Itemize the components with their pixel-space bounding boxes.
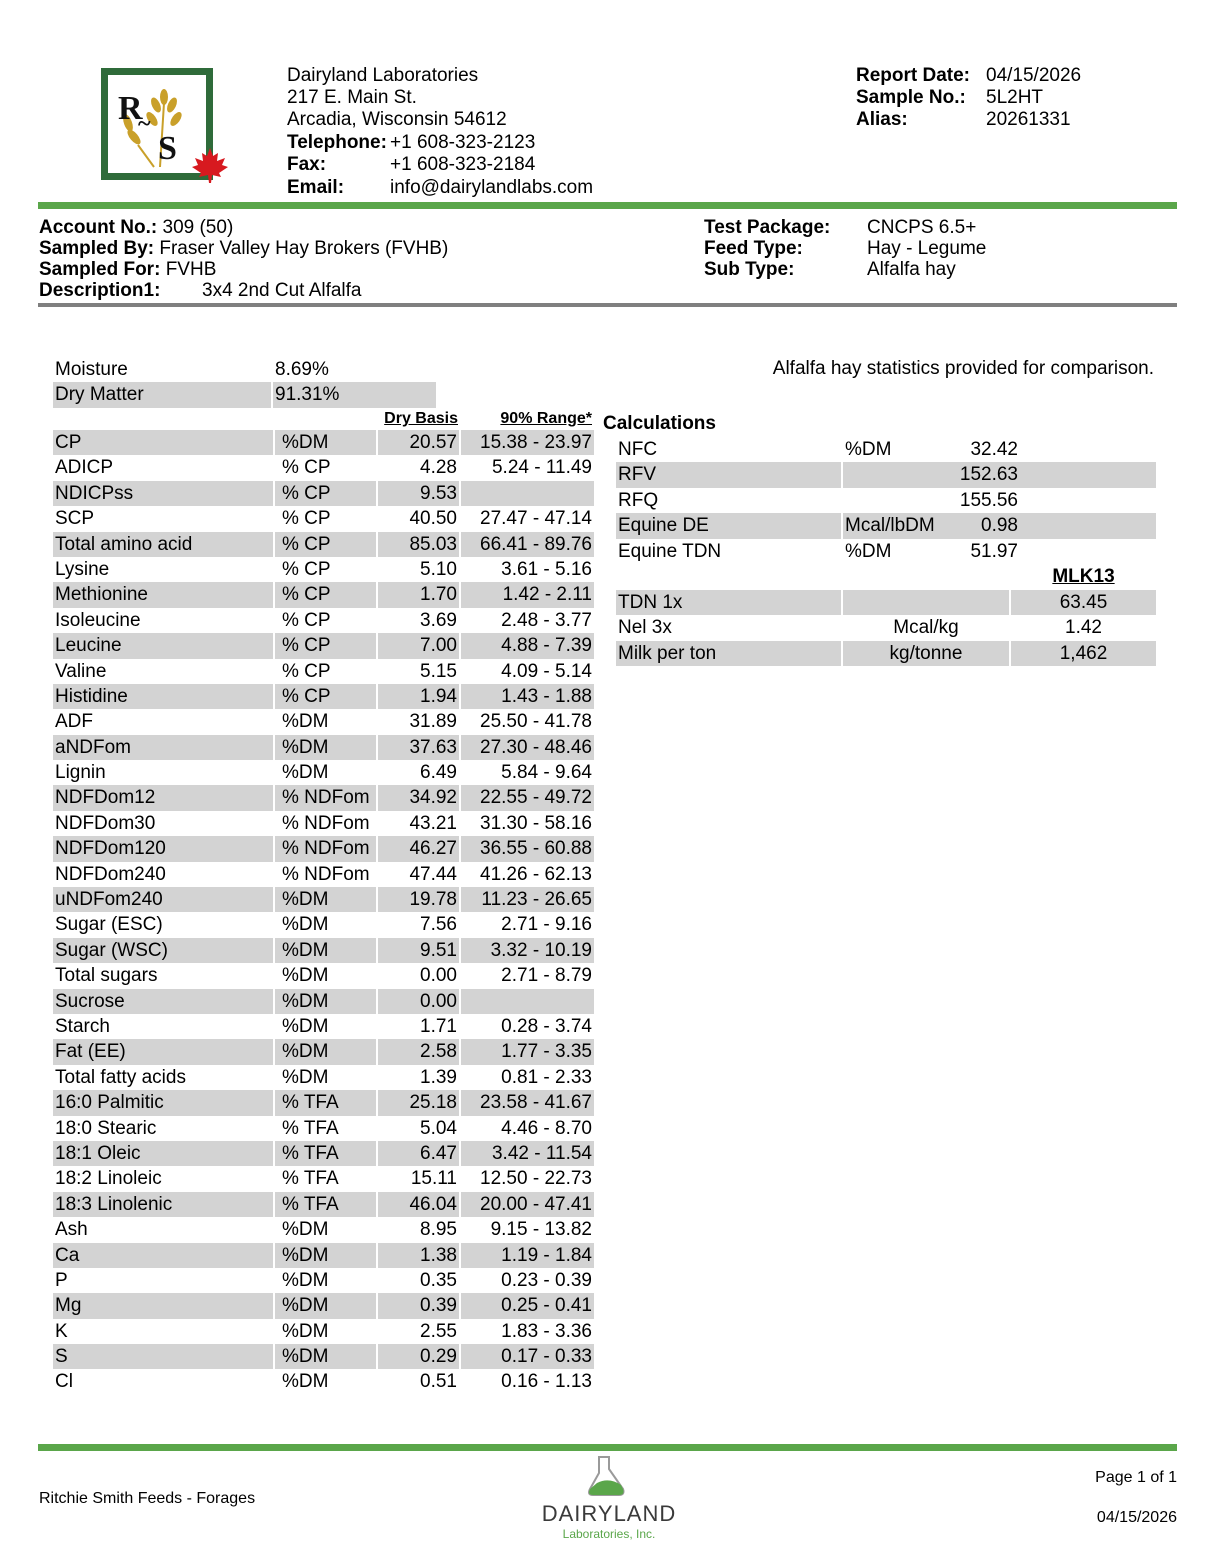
- nutrient-value: 0.00: [420, 990, 457, 1012]
- nutrient-unit: % TFA: [282, 1168, 339, 1190]
- nutrient-unit: %DM: [282, 1320, 329, 1342]
- account-info: [39, 217, 448, 301]
- telephone-label: Telephone:: [287, 132, 387, 153]
- calc-name: RFQ: [618, 489, 659, 511]
- nutrient-name: Sugar (WSC): [55, 939, 168, 961]
- nutrient-name: 16:0 Palmitic: [55, 1092, 164, 1114]
- alias-label: Alias:: [856, 109, 908, 130]
- calculations-table: [616, 437, 1156, 564]
- nutrient-row: [53, 684, 594, 709]
- mlk-row: [616, 615, 1156, 640]
- nutrient-unit: %DM: [282, 736, 329, 758]
- mlk-name: Nel 3x: [618, 617, 672, 639]
- nutrient-range: 15.38 - 23.97: [480, 432, 592, 453]
- nutrient-unit: % NDFom: [282, 787, 370, 809]
- nutrient-row: [53, 938, 594, 963]
- nutrient-value: 5.04: [420, 1117, 457, 1139]
- nutrient-range: 23.58 - 41.67: [480, 1092, 592, 1114]
- lab-telephone: [287, 132, 535, 154]
- nutrient-range: 41.26 - 62.13: [480, 863, 592, 885]
- nutrient-value: 46.04: [409, 1193, 457, 1215]
- nutrient-unit: %DM: [282, 1066, 329, 1088]
- nutrient-unit: % CP: [282, 660, 331, 682]
- nutrient-value: 7.00: [420, 635, 457, 657]
- nutrient-name: Fat (EE): [55, 1041, 126, 1063]
- nutrient-row: [53, 582, 594, 607]
- nutrient-value: 5.15: [420, 660, 457, 682]
- nutrient-range: 0.81 - 2.33: [501, 1066, 592, 1088]
- calc-name: RFV: [618, 464, 656, 486]
- nutrient-unit: % CP: [282, 635, 331, 657]
- nutrient-row: [53, 735, 594, 760]
- nutrient-row: [53, 608, 594, 633]
- nutrient-row: [53, 1116, 594, 1141]
- email-value: info@dairylandlabs.com: [390, 177, 594, 198]
- nutrient-range: 5.84 - 9.64: [501, 762, 592, 784]
- nutrient-name: CP: [55, 432, 82, 453]
- calculation-row: [616, 437, 1156, 462]
- description-row: [39, 280, 448, 301]
- sub-type-row: [704, 259, 986, 280]
- nutrient-row: [53, 1268, 594, 1293]
- nutrient-unit: % CP: [282, 685, 331, 707]
- nutrient-unit: % CP: [282, 482, 331, 504]
- calc-unit: %DM: [845, 540, 892, 562]
- nutrient-value: 31.89: [409, 711, 457, 733]
- nutrient-unit: %DM: [282, 1244, 329, 1266]
- nutrient-value: 7.56: [420, 914, 457, 936]
- nutrient-range: 5.24 - 11.49: [491, 457, 592, 479]
- nutrient-row: [53, 1065, 594, 1090]
- description: 3x4 2nd Cut Alfalfa: [202, 280, 362, 301]
- nutrient-row: [53, 481, 594, 506]
- mlk-name: TDN 1x: [618, 592, 683, 613]
- nutrient-range: 27.30 - 48.46: [480, 736, 592, 758]
- nutrient-unit: % TFA: [282, 1117, 339, 1139]
- nutrient-range: 0.25 - 0.41: [501, 1295, 592, 1317]
- nutrient-unit: %DM: [282, 1269, 329, 1291]
- nutrient-range: 11.23 - 26.65: [481, 889, 592, 911]
- sampled-by-row: [39, 238, 448, 259]
- nutrient-unit: % TFA: [282, 1193, 339, 1215]
- nutrient-value: 37.63: [409, 736, 457, 758]
- nutrient-value: 0.35: [420, 1269, 457, 1291]
- nutrient-row: [53, 1014, 594, 1039]
- fax-value: +1 608-323-2184: [390, 154, 536, 175]
- nutrient-row: [53, 1192, 594, 1217]
- nutrient-row: [53, 659, 594, 684]
- nutrient-value: 9.53: [420, 482, 457, 504]
- nutrient-value: 43.21: [409, 812, 457, 834]
- nutrient-range: 2.71 - 8.79: [501, 965, 592, 987]
- nutrient-name: Total amino acid: [55, 533, 193, 555]
- moisture-table: [53, 357, 436, 408]
- nutrient-name: Total sugars: [55, 965, 158, 987]
- nutrient-value: 0.51: [420, 1371, 457, 1393]
- nutrient-unit: %DM: [282, 889, 329, 911]
- nutrient-range: 31.30 - 58.16: [480, 812, 592, 834]
- nutrient-row: [53, 836, 594, 861]
- nutrient-name: K: [55, 1320, 68, 1342]
- nutrient-name: 18:2 Linoleic: [55, 1168, 162, 1190]
- nutrient-name: SCP: [55, 508, 95, 530]
- nutrient-name: 18:1 Oleic: [55, 1142, 141, 1164]
- nutrient-value: 1.71: [420, 1015, 457, 1037]
- nutrient-name: 18:0 Stearic: [55, 1117, 157, 1139]
- nutrient-row: [53, 1039, 594, 1064]
- email-label: Email:: [287, 177, 345, 198]
- maple-leaf-icon: [190, 146, 230, 184]
- nutrient-row: [53, 532, 594, 557]
- nutrient-row: [53, 455, 594, 480]
- nutrient-name: Lysine: [55, 558, 110, 580]
- nutrient-range: 4.09 - 5.14: [501, 660, 592, 682]
- nutrient-range: 0.28 - 3.74: [501, 1015, 592, 1037]
- fax-label: Fax:: [287, 154, 327, 175]
- nutrient-range: 0.16 - 1.13: [501, 1371, 592, 1393]
- nutrient-range: 1.43 - 1.88: [501, 685, 592, 707]
- nutrient-value: 0.39: [420, 1295, 457, 1317]
- nutrient-range: 3.42 - 11.54: [491, 1142, 592, 1164]
- nutrient-value: 6.47: [420, 1142, 457, 1164]
- nutrient-value: 1.38: [420, 1244, 457, 1266]
- nutrient-range: 0.17 - 0.33: [501, 1346, 592, 1368]
- sampled-for-label: Sampled For:: [39, 259, 161, 280]
- nutrient-name: NDFDom12: [55, 787, 156, 809]
- test-package-label: Test Package:: [704, 217, 831, 238]
- nutrient-row: [53, 1344, 594, 1369]
- calc-value: 152.63: [959, 464, 1018, 486]
- sampled-by: Fraser Valley Hay Brokers (FVHB): [159, 238, 449, 259]
- nutrient-name: Sucrose: [55, 990, 125, 1012]
- nutrient-value: 8.95: [420, 1219, 457, 1241]
- mlk-value: 1,462: [1059, 642, 1108, 664]
- nutrient-range: 4.46 - 8.70: [501, 1117, 592, 1139]
- calculations-title: Calculations: [603, 413, 716, 434]
- nutrient-name: Mg: [55, 1295, 82, 1317]
- nutrient-range: 1.42 - 2.11: [502, 584, 592, 606]
- nutrient-row: [53, 760, 594, 785]
- nutrient-range: 3.32 - 10.19: [490, 939, 592, 961]
- nutrient-range: 20.00 - 47.41: [480, 1193, 592, 1215]
- nutrient-name: Valine: [55, 660, 107, 682]
- nutrient-table: [53, 430, 594, 1395]
- lab-name: Dairyland Laboratories: [287, 65, 479, 86]
- nutrient-unit: % CP: [282, 609, 331, 631]
- footer-brand-sub: Laboratories, Inc.: [562, 1527, 656, 1541]
- nutrient-name: ADF: [55, 711, 93, 733]
- description-label: Description1:: [39, 280, 161, 301]
- nutrient-name: Ca: [55, 1244, 80, 1266]
- nutrient-name: Total fatty acids: [55, 1066, 186, 1088]
- nutrient-value: 34.92: [409, 787, 457, 809]
- account-row: [39, 217, 448, 238]
- nutrient-value: 0.00: [420, 965, 457, 987]
- mlk13-header: MLK13: [1052, 566, 1115, 587]
- nutrient-row: [53, 709, 594, 734]
- nutrient-unit: %DM: [282, 1346, 329, 1368]
- nutrient-range: 66.41 - 89.76: [480, 533, 592, 555]
- sampled-for: FVHB: [165, 259, 217, 280]
- nutrient-row: [53, 1369, 594, 1394]
- nutrient-name: P: [55, 1269, 68, 1291]
- nutrient-range: 1.19 - 1.84: [501, 1244, 592, 1266]
- range-header: 90% Range*: [500, 410, 592, 427]
- nutrient-name: NDFDom240: [55, 863, 166, 885]
- nutrient-unit: % NDFom: [282, 863, 370, 885]
- report-date: 04/15/2026: [986, 65, 1082, 86]
- mlk-value: 1.42: [1065, 617, 1102, 639]
- stats-note: Alfalfa hay statistics provided for comparison.: [772, 358, 1154, 379]
- nutrient-name: Sugar (ESC): [55, 914, 163, 936]
- moisture-value: 8.69%: [275, 359, 329, 380]
- nutrient-range: 22.55 - 49.72: [480, 787, 592, 809]
- nutrient-unit: %DM: [282, 762, 329, 784]
- mlk-value: 63.45: [1059, 592, 1108, 613]
- nutrient-unit: %DM: [282, 1015, 329, 1037]
- mlk13-table: [616, 590, 1156, 666]
- nutrient-name: Starch: [55, 1015, 110, 1037]
- package-info: [704, 217, 986, 280]
- nutrient-range: 4.88 - 7.39: [501, 635, 592, 657]
- nutrient-row: [53, 912, 594, 937]
- nutrient-unit: %DM: [282, 914, 329, 936]
- nutrient-value: 9.51: [420, 939, 457, 961]
- lab-street: 217 E. Main St.: [287, 87, 417, 108]
- feed-type-label: Feed Type:: [704, 238, 803, 259]
- calc-value: 32.42: [970, 439, 1018, 460]
- nutrient-value: 6.49: [420, 762, 457, 784]
- sample-no-row: [856, 87, 1081, 109]
- calc-name: Equine DE: [618, 515, 709, 537]
- nutrient-value: 20.57: [409, 432, 457, 453]
- nutrient-unit: %DM: [282, 965, 329, 987]
- nutrient-value: 1.94: [420, 685, 457, 707]
- footer-divider: [38, 1444, 1177, 1451]
- nutrient-value: 15.11: [410, 1168, 457, 1190]
- nutrient-name: S: [55, 1346, 68, 1368]
- nutrient-row: [53, 1217, 594, 1242]
- nutrient-unit: %DM: [282, 939, 329, 961]
- account-label: Account No.:: [39, 217, 158, 238]
- nutrient-range: 1.83 - 3.36: [501, 1320, 592, 1342]
- dry-matter-label: Dry Matter: [55, 384, 144, 406]
- lab-city: Arcadia, Wisconsin 54612: [287, 109, 507, 130]
- svg-text:S: S: [158, 130, 177, 167]
- nutrient-range: 25.50 - 41.78: [480, 711, 592, 733]
- footer-brand: DAIRYLAND: [541, 1501, 677, 1526]
- telephone-value: +1 608-323-2123: [390, 132, 536, 153]
- nutrient-unit: %DM: [282, 432, 329, 453]
- footer-date: 04/15/2026: [1096, 1509, 1177, 1526]
- logo-letters: R: [118, 90, 143, 127]
- nutrient-row: [53, 887, 594, 912]
- nutrient-value: 3.69: [420, 609, 457, 631]
- nutrient-range: 27.47 - 47.14: [480, 508, 592, 530]
- nutrient-unit: %DM: [282, 1219, 329, 1241]
- nutrient-row: [53, 1293, 594, 1318]
- calc-name: NFC: [618, 439, 658, 460]
- calc-unit: Mcal/lbDM: [845, 515, 935, 537]
- lab-fax: [287, 154, 535, 176]
- feed-type: Hay - Legume: [867, 238, 987, 259]
- feed-type-row: [704, 238, 986, 259]
- nutrient-name: Histidine: [55, 685, 128, 707]
- nutrient-row: [53, 506, 594, 531]
- nutrient-name: uNDFom240: [55, 889, 163, 911]
- nutrient-range: 0.23 - 0.39: [501, 1269, 592, 1291]
- nutrient-row: [53, 811, 594, 836]
- calc-value: 0.98: [981, 515, 1018, 537]
- nutrient-unit: % CP: [282, 558, 331, 580]
- mlk-row: [616, 590, 1156, 615]
- nutrient-name: Lignin: [55, 762, 106, 784]
- nutrient-name: NDICPss: [55, 482, 134, 504]
- sampled-by-label: Sampled By:: [39, 238, 155, 259]
- calculation-row: [616, 539, 1156, 564]
- nutrient-name: ADICP: [55, 457, 114, 479]
- account-no: 309 (50): [162, 217, 234, 238]
- nutrient-name: NDFDom30: [55, 812, 156, 834]
- nutrient-unit: %DM: [282, 1041, 329, 1063]
- nutrient-row: [53, 1141, 594, 1166]
- nutrient-unit: % CP: [282, 584, 331, 606]
- nutrient-row: [53, 633, 594, 658]
- sample-no-label: Sample No.:: [856, 87, 966, 108]
- account-divider: [38, 303, 1177, 307]
- nutrient-name: Cl: [55, 1371, 73, 1393]
- lab-email: [287, 177, 593, 199]
- moisture-row: [53, 357, 436, 382]
- nutrient-value: 2.58: [420, 1041, 457, 1063]
- nutrient-row: [53, 557, 594, 582]
- nutrient-unit: %DM: [282, 1295, 329, 1317]
- nutrient-unit: % TFA: [282, 1142, 339, 1164]
- svg-text:~: ~: [138, 111, 151, 137]
- calc-unit: %DM: [845, 439, 892, 460]
- sampled-for-row: [39, 259, 448, 280]
- nutrient-range: 3.61 - 5.16: [501, 558, 592, 580]
- nutrient-value: 40.50: [409, 508, 457, 530]
- sub-type: Alfalfa hay: [867, 259, 956, 280]
- nutrient-value: 0.29: [420, 1346, 457, 1368]
- nutrient-value: 47.44: [409, 863, 457, 885]
- nutrient-unit: % CP: [282, 457, 331, 479]
- report-date-label: Report Date:: [856, 65, 971, 86]
- report-date-row: [856, 65, 1081, 87]
- nutrient-unit: % NDFom: [282, 838, 370, 860]
- nutrient-value: 5.10: [420, 558, 457, 580]
- nutrient-row: [53, 785, 594, 810]
- nutrient-unit: % NDFom: [282, 812, 370, 834]
- nutrient-row: [53, 1166, 594, 1191]
- calc-name: Equine TDN: [618, 540, 722, 562]
- nutrient-row: [53, 862, 594, 887]
- nutrient-name: Ash: [55, 1219, 88, 1241]
- calc-value: 155.56: [959, 489, 1018, 511]
- nutrient-row: [53, 1319, 594, 1344]
- mlk-row: [616, 641, 1156, 666]
- sample-no: 5L2HT: [986, 87, 1044, 108]
- nutrient-value: 46.27: [409, 838, 457, 860]
- mlk-unit: kg/tonne: [889, 642, 963, 664]
- nutrient-row: [53, 1243, 594, 1268]
- alias-row: [856, 109, 1081, 131]
- nutrient-range: 9.15 - 13.82: [490, 1219, 592, 1241]
- calculation-row: [616, 462, 1156, 487]
- calculation-row: [616, 488, 1156, 513]
- nutrient-unit: % CP: [282, 533, 331, 555]
- nutrient-value: 1.70: [420, 584, 457, 606]
- moisture-label: Moisture: [55, 359, 128, 380]
- nutrient-range: 2.71 - 9.16: [501, 914, 592, 936]
- nutrient-unit: % CP: [282, 508, 331, 530]
- nutrient-range: 36.55 - 60.88: [480, 838, 592, 860]
- nutrient-value: 1.39: [420, 1066, 457, 1088]
- nutrient-range: 2.48 - 3.77: [501, 609, 592, 631]
- nutrient-value: 2.55: [420, 1320, 457, 1342]
- nutrient-value: 19.78: [409, 889, 457, 911]
- flask-icon: [585, 1455, 631, 1497]
- nutrient-row: [53, 963, 594, 988]
- nutrient-value: 85.03: [409, 533, 457, 555]
- test-package: CNCPS 6.5+: [867, 217, 977, 238]
- page-number: Page 1 of 1: [1095, 1469, 1177, 1486]
- report-info: [856, 65, 1081, 131]
- footer-client: Ritchie Smith Feeds - Forages: [39, 1490, 256, 1507]
- nutrient-value: 4.28: [420, 457, 457, 479]
- mlk-name: Milk per ton: [618, 642, 717, 664]
- nutrient-name: Isoleucine: [55, 609, 141, 631]
- mlk-unit: Mcal/kg: [893, 617, 959, 639]
- dry-matter-row: [53, 382, 436, 407]
- alias: 20261331: [986, 109, 1071, 130]
- nutrient-name: Methionine: [55, 584, 148, 606]
- nutrient-name: NDFDom120: [55, 838, 166, 860]
- nutrient-row: [53, 1090, 594, 1115]
- calculation-row: [616, 513, 1156, 538]
- nutrient-row: [53, 430, 594, 455]
- dry-matter-value: 91.31%: [275, 384, 340, 406]
- nutrient-range: 12.50 - 22.73: [480, 1168, 592, 1190]
- test-package-row: [704, 217, 986, 238]
- nutrient-unit: %DM: [282, 1371, 329, 1393]
- nutrient-unit: %DM: [282, 990, 329, 1012]
- nutrient-name: Leucine: [55, 635, 122, 657]
- nutrient-range: 1.77 - 3.35: [501, 1041, 592, 1063]
- nutrient-value: 25.18: [409, 1092, 457, 1114]
- calc-value: 51.97: [970, 540, 1018, 562]
- nutrient-name: aNDFom: [55, 736, 132, 758]
- nutrient-unit: % TFA: [282, 1092, 339, 1114]
- sub-type-label: Sub Type:: [704, 259, 795, 280]
- nutrient-unit: %DM: [282, 711, 329, 733]
- nutrient-row: [53, 989, 594, 1014]
- nutrient-name: 18:3 Linolenic: [55, 1193, 173, 1215]
- dry-basis-header: Dry Basis: [384, 410, 458, 427]
- header-divider: [38, 202, 1177, 209]
